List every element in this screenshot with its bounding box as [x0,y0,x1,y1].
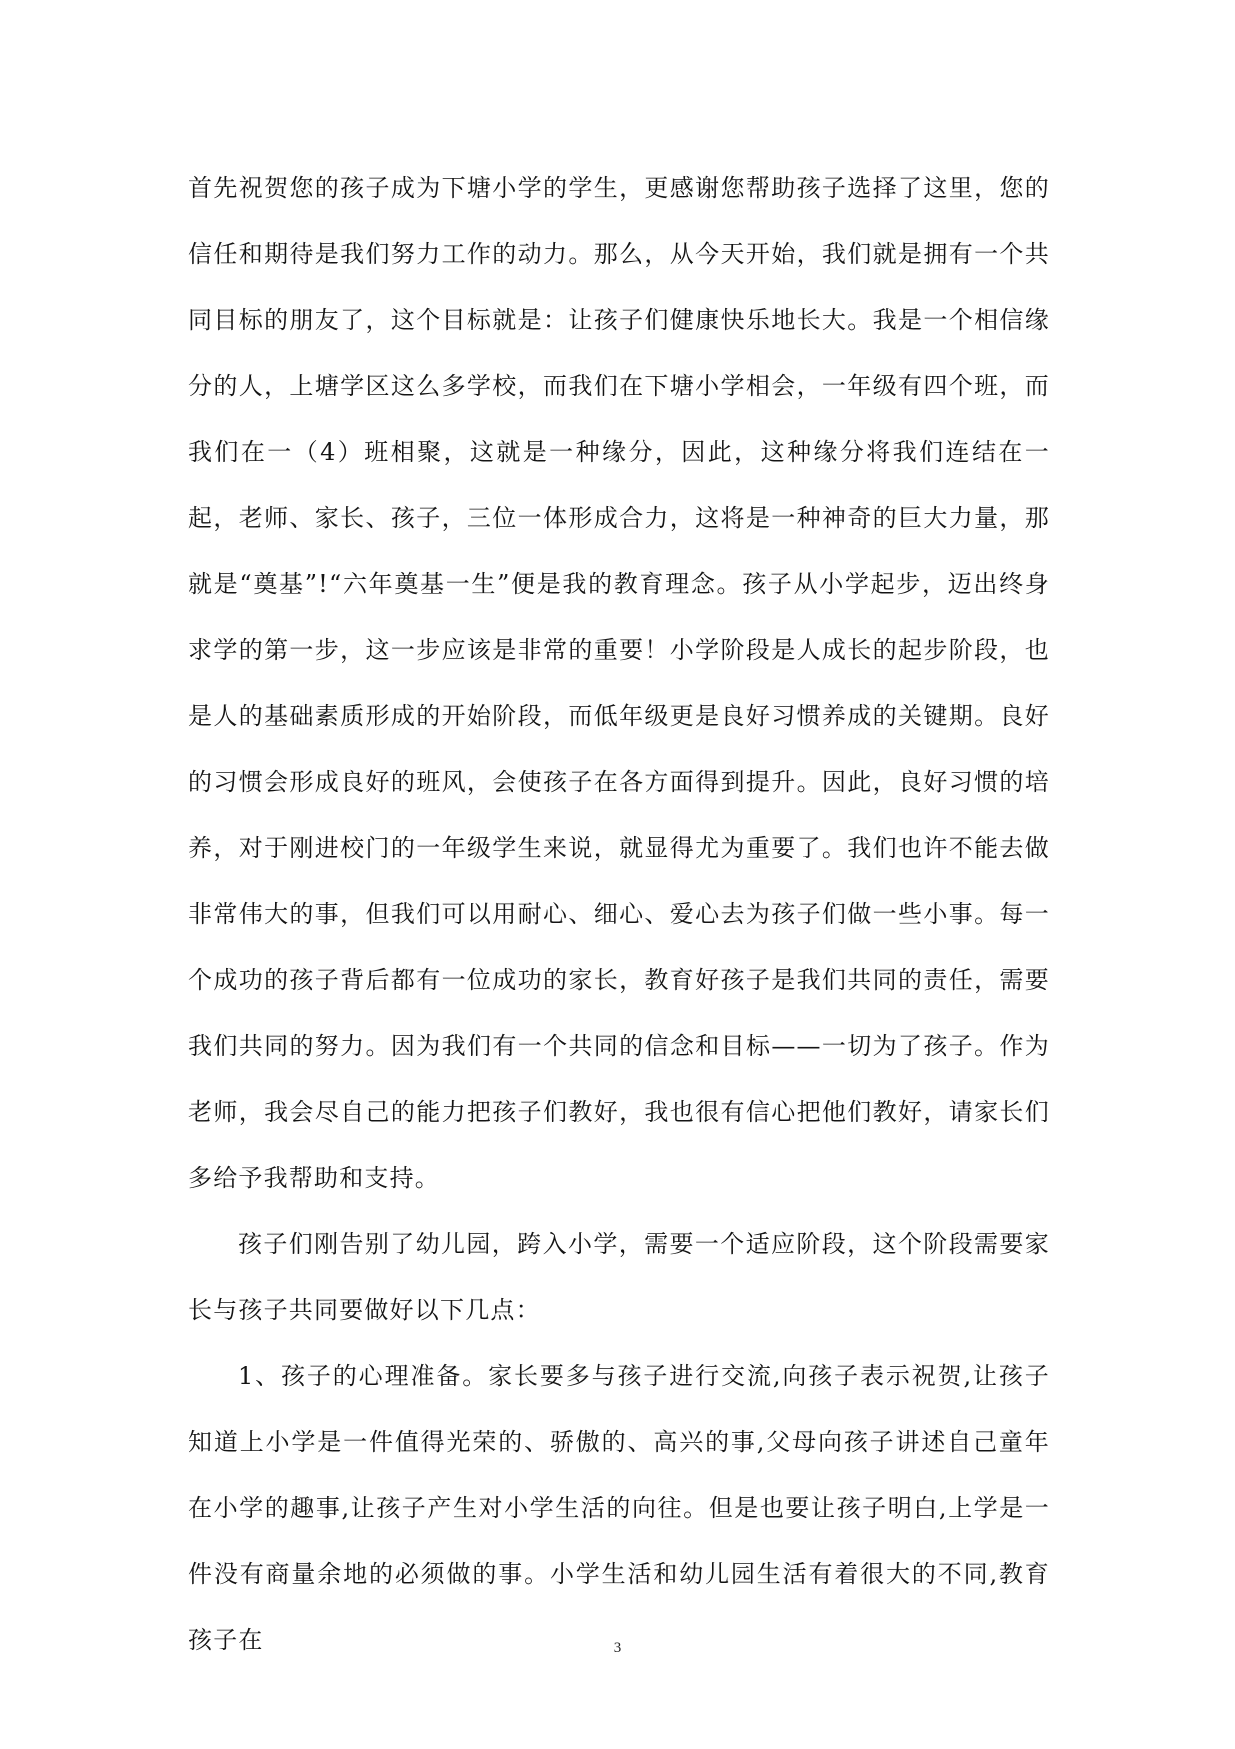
paragraph-point-1: 1、孩子的心理准备。家长要多与孩子进行交流,向孩子表示祝贺,让孩子知道上小学是一件值得光荣的、骄傲的、高兴的事,父母向孩子讲述自己童年在小学的趣事,让孩子产生对小学生活的向往。但是也要让孩子明白,上学是一件没有商量余地的必须做的事。小学生活和幼儿园生活有着很大的不同,教育孩子在 [188,1362,1050,1654]
page-number: 3 [613,1640,622,1656]
paragraph-adaptation-intro: 孩子们刚告别了幼儿园，跨入小学，需要一个适应阶段，这个阶段需要家长与孩子共同要做好以下几点： [188,1230,1050,1324]
paragraph-welcome: 首先祝贺您的孩子成为下塘小学的学生，更感谢您帮助孩子选择了这里，您的信任和期待是我们努力工作的动力。那么，从今天开始，我们就是拥有一个共同目标的朋友了，这个目标就是：让孩子们健康快乐地长大。我是一个相信缘分的人，上塘学区这么多学校，而我们在下塘小学相会，一年级有四个班，而我们在一（4）班相聚，这就是一种缘分，因此，这种缘分将我们连结在一起，老师、家长、孩子，三位一体形成合力，这将是一种神奇的巨大力量，那就是“奠基”!“六年奠基一生”便是我的教育理念。孩子从小学起步，迈出终身求学的第一步，这一步应该是非常的重要！小学阶段是人成长的起步阶段，也是人的基础素质形成的开始阶段，而低年级更是良好习惯养成的关键期。良好的习惯会形成良好的班风，会使孩子在各方面得到提升。因此，良好习惯的培养，对于刚进校门的一年级学生来说，就显得尤为重要了。我们也许不能去做非常伟大的事，但我们可以用耐心、细心、爱心去为孩子们做一些小事。每一个成功的孩子背后都有一位成功的家长，教育好孩子是我们共同的责任，需要我们共同的努力。因为我们有一个共同的信念和目标——一切为了孩子。作为老师，我会尽自己的能力把孩子们教好，我也很有信心把他们教好，请家长们多给予我帮助和支持。 [188,174,1050,1192]
document-body [188,155,1050,1673]
